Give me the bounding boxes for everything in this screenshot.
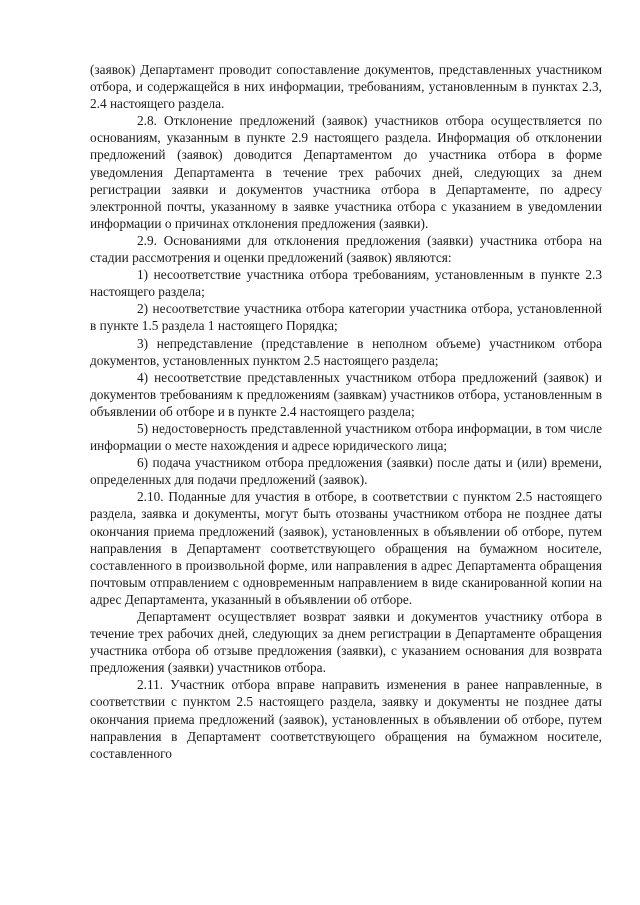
paragraph-2-11: 2.11. Участник отбора вправе направить изменения в ранее направленные, в соответствии с пунктом 2.5 настоящего раздела, заявку и документы не позднее даты окончания приема предложений (заявок), установленных в объявлении об отборе, путем направления в Департамент соответствующего обращения на бумажном носителе, составленного bbox=[90, 677, 602, 761]
paragraph-return: Департамент осуществляет возврат заявки и документов участнику отбора в течение трех рабочих дней, следующих за днем регистрации в Департаменте обращения участника отбора об отзыве предложения (заявки), с указанием основания для возврата предложения (заявки) участников отбора. bbox=[90, 609, 602, 676]
paragraph-2-8: 2.8. Отклонение предложений (заявок) участников отбора осуществляется по основаниям, указанным в пункте 2.9 настоящего раздела. Информация об отклонении предложений (заявок) доводится Департаментом до участника отбора в форме уведомления Департамента в течение трех рабочих дней, следующих за днем регистрации заявки и документов участника отбора в Департаменте, по адресу электронной почты, указанному в заявке участника отбора с указанием в уведомлении информации о причинах отклонения предложения (заявки). bbox=[90, 113, 602, 231]
list-item-2: 2) несоответствие участника отбора категории участника отбора, установленной в пункте 1.5 раздела 1 настоящего Порядка; bbox=[90, 301, 602, 334]
paragraph-2-10: 2.10. Поданные для участия в отборе, в соответствии с пунктом 2.5 настоящего раздела, заявка и документы, могут быть отозваны участником отбора не позднее даты окончания приема предложений (заявок), установленных в объявлении об отборе, путем направления в Департамент соответствующего обращения на бумажном носителе, составленного в произвольной форме, или направления в адрес Департамента обращения почтовым отправлением с одновременным направлением в виде сканированной копии на адрес Департамента, указанный в объявлении об отборе. bbox=[90, 489, 602, 607]
list-item-1: 1) несоответствие участника отбора требованиям, установленным в пункте 2.3 настоящего раздела; bbox=[90, 267, 602, 300]
list-item-5: 5) недостоверность представленной участником отбора информации, в том числе информации о месте нахождения и адресе юридического лица; bbox=[90, 420, 602, 454]
list-item-4: 4) несоответствие представленных участником отбора предложений (заявок) и документов требованиям к предложениям (заявкам) участников отбора, установленным в объявлении об отборе и в пункте 2.4 настоящего раздела; bbox=[90, 369, 602, 419]
document-page bbox=[90, 61, 602, 762]
paragraph-continuation: (заявок) Департамент проводит сопоставление документов, представленных участником отбора, и содержащейся в них информации, требованиям, установленным в пунктах 2.3, 2.4 настоящего раздела. bbox=[90, 62, 602, 112]
paragraph-2-9: 2.9. Основаниями для отклонения предложения (заявки) участника отбора на стадии рассмотрения и оценки предложений (заявок) являются: bbox=[90, 232, 602, 266]
list-item-6: 6) подача участником отбора предложения (заявки) после даты и (или) времени, определенных для подачи предложений (заявок). bbox=[90, 455, 602, 488]
list-item-3: 3) непредставление (представление в неполном объеме) участником отбора документов, установленных пунктом 2.5 настоящего раздела; bbox=[90, 335, 602, 368]
